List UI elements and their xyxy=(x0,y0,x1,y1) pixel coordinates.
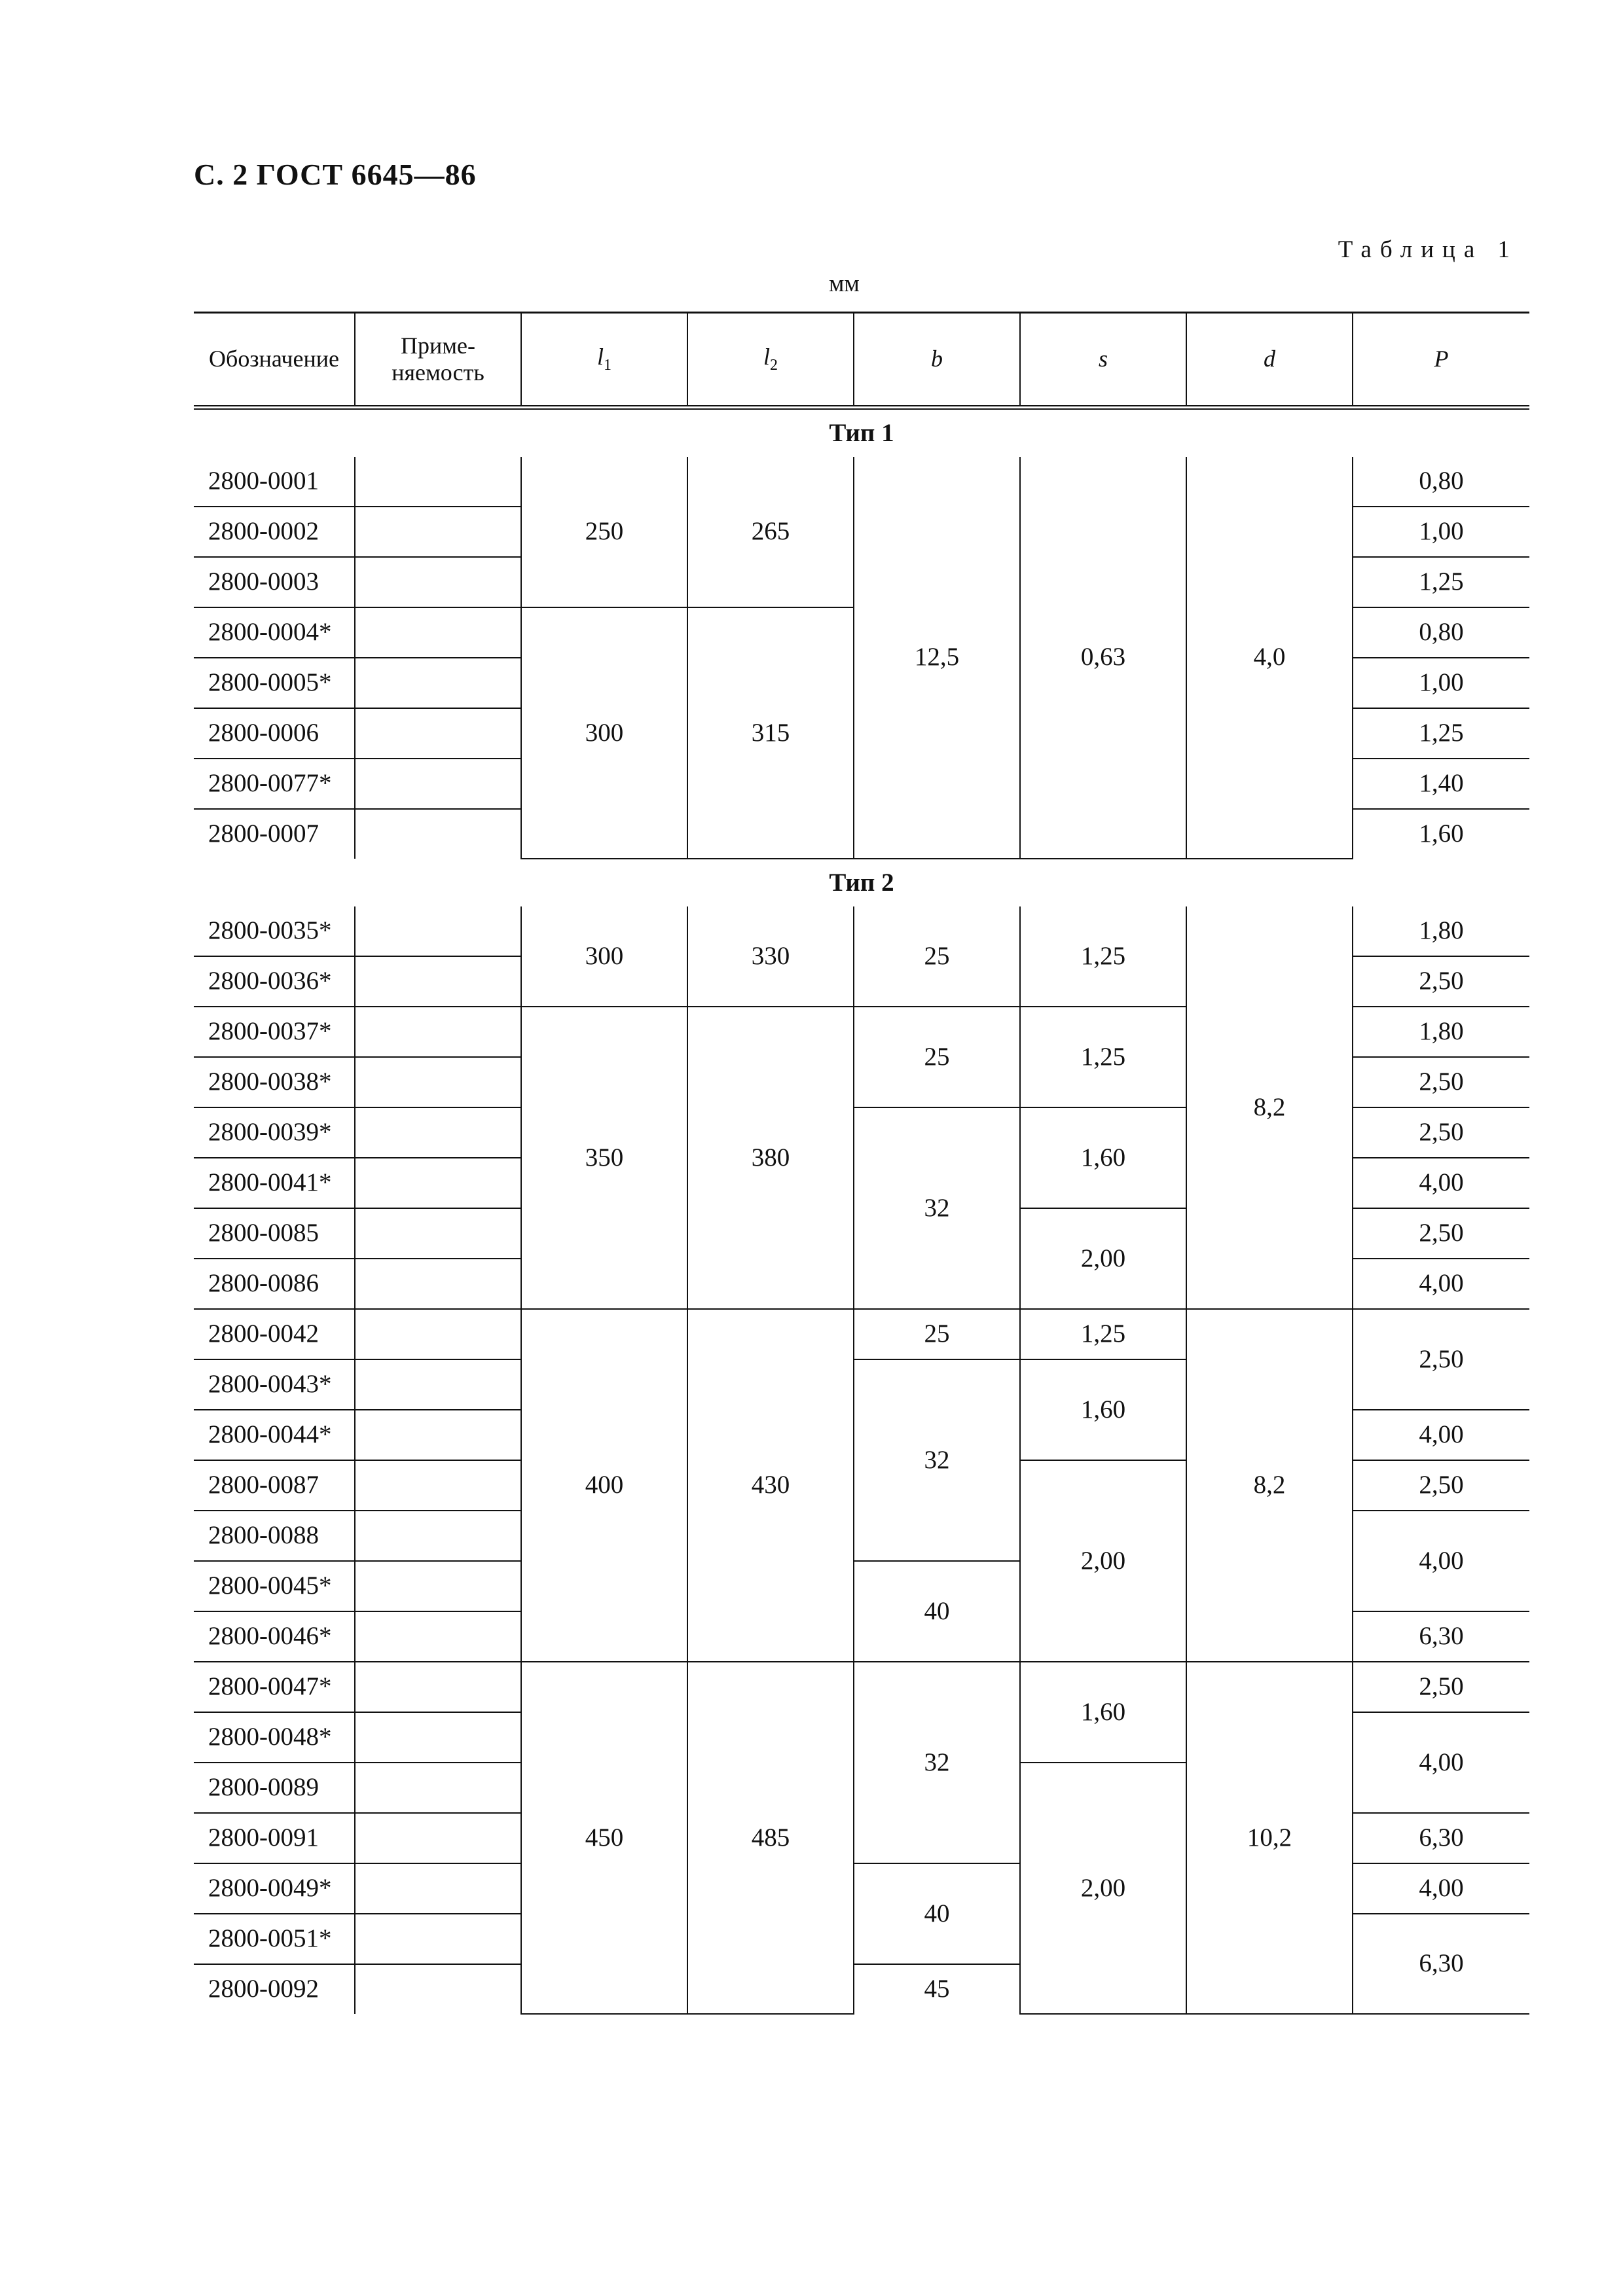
applicability-cell xyxy=(355,1309,521,1359)
p-cell: 6,30 xyxy=(1353,1914,1529,2014)
p-cell: 1,40 xyxy=(1353,759,1529,809)
l1-cell: 350 xyxy=(521,1007,687,1309)
col-l2 xyxy=(687,313,854,408)
section-row xyxy=(194,859,1529,906)
l1-cell: 250 xyxy=(521,457,687,607)
s-cell: 1,60 xyxy=(1020,1359,1186,1460)
l1-cell: 300 xyxy=(521,906,687,1007)
col-applicability-line2: няемость xyxy=(392,359,484,386)
section-title-type2: Тип 2 xyxy=(829,868,894,897)
b-cell: 40 xyxy=(854,1561,1020,1662)
b-cell: 45 xyxy=(854,1964,1020,2014)
applicability-cell xyxy=(355,1158,521,1208)
col-l1-sub: 1 xyxy=(604,357,611,374)
code-cell: 2800-0049* xyxy=(194,1863,355,1914)
l2-cell: 485 xyxy=(687,1662,854,2014)
col-applicability-line1: Приме- xyxy=(400,332,475,359)
col-l1-base: l xyxy=(596,344,604,370)
code-cell: 2800-0002 xyxy=(194,507,355,557)
applicability-cell xyxy=(355,809,521,859)
code-cell: 2800-0035* xyxy=(194,906,355,956)
s-cell: 2,00 xyxy=(1020,1208,1186,1309)
p-cell: 2,50 xyxy=(1353,1460,1529,1511)
col-P: P xyxy=(1353,313,1529,408)
code-cell: 2800-0086 xyxy=(194,1259,355,1309)
code-cell: 2800-0038* xyxy=(194,1057,355,1107)
applicability-cell xyxy=(355,1611,521,1662)
p-cell: 1,60 xyxy=(1353,809,1529,859)
b-cell: 25 xyxy=(854,1309,1020,1359)
code-cell: 2800-0007 xyxy=(194,809,355,859)
section-title-type1: Тип 1 xyxy=(829,418,894,447)
col-l2-sub: 2 xyxy=(770,357,778,374)
code-cell: 2800-0037* xyxy=(194,1007,355,1057)
applicability-cell xyxy=(355,1863,521,1914)
col-l1 xyxy=(521,313,687,408)
table-row xyxy=(194,1309,1529,1359)
l2-cell: 380 xyxy=(687,1007,854,1309)
applicability-cell xyxy=(355,1359,521,1410)
applicability-cell xyxy=(355,759,521,809)
p-cell: 2,50 xyxy=(1353,1309,1529,1410)
p-cell: 1,80 xyxy=(1353,1007,1529,1057)
code-cell: 2800-0077* xyxy=(194,759,355,809)
code-cell: 2800-0085 xyxy=(194,1208,355,1259)
b-cell: 40 xyxy=(854,1863,1020,1964)
l2-cell: 330 xyxy=(687,906,854,1007)
applicability-cell xyxy=(355,658,521,708)
p-cell: 2,50 xyxy=(1353,1107,1529,1158)
b-cell: 12,5 xyxy=(854,457,1020,859)
p-cell: 2,50 xyxy=(1353,1057,1529,1107)
p-cell: 2,50 xyxy=(1353,1662,1529,1712)
applicability-cell xyxy=(355,607,521,658)
applicability-cell xyxy=(355,1763,521,1813)
applicability-cell xyxy=(355,457,521,507)
applicability-cell xyxy=(355,1057,521,1107)
p-cell: 1,25 xyxy=(1353,557,1529,607)
p-cell: 1,00 xyxy=(1353,507,1529,557)
code-cell: 2800-0042 xyxy=(194,1309,355,1359)
col-s: s xyxy=(1020,313,1186,408)
code-cell: 2800-0003 xyxy=(194,557,355,607)
applicability-cell xyxy=(355,1712,521,1763)
d-cell: 8,2 xyxy=(1186,906,1353,1309)
applicability-cell xyxy=(355,906,521,956)
d-cell: 10,2 xyxy=(1186,1662,1353,2014)
page-header: С. 2 ГОСТ 6645—86 xyxy=(194,158,477,191)
p-cell: 4,00 xyxy=(1353,1712,1529,1813)
col-l2-base: l xyxy=(763,344,770,370)
code-cell: 2800-0039* xyxy=(194,1107,355,1158)
s-cell: 1,25 xyxy=(1020,1309,1186,1359)
code-cell: 2800-0047* xyxy=(194,1662,355,1712)
code-cell: 2800-0046* xyxy=(194,1611,355,1662)
code-cell: 2800-0089 xyxy=(194,1763,355,1813)
p-cell: 1,00 xyxy=(1353,658,1529,708)
code-cell: 2800-0043* xyxy=(194,1359,355,1410)
p-cell: 6,30 xyxy=(1353,1611,1529,1662)
p-cell: 1,80 xyxy=(1353,906,1529,956)
code-cell: 2800-0036* xyxy=(194,956,355,1007)
p-cell: 2,50 xyxy=(1353,1208,1529,1259)
table-row xyxy=(194,1662,1529,1712)
l2-cell: 315 xyxy=(687,607,854,859)
s-cell: 1,60 xyxy=(1020,1662,1186,1763)
col-designation: Обозначение xyxy=(194,313,355,408)
applicability-cell xyxy=(355,1208,521,1259)
p-cell: 4,00 xyxy=(1353,1863,1529,1914)
d-cell: 8,2 xyxy=(1186,1309,1353,1662)
table-row xyxy=(194,906,1529,956)
p-cell: 2,50 xyxy=(1353,956,1529,1007)
s-cell: 1,25 xyxy=(1020,1007,1186,1107)
applicability-cell xyxy=(355,1410,521,1460)
code-cell: 2800-0088 xyxy=(194,1511,355,1561)
l2-cell: 265 xyxy=(687,457,854,607)
p-cell: 4,00 xyxy=(1353,1259,1529,1309)
applicability-cell xyxy=(355,1561,521,1611)
code-cell: 2800-0006 xyxy=(194,708,355,759)
code-cell: 2800-0004* xyxy=(194,607,355,658)
l1-cell: 400 xyxy=(521,1309,687,1662)
s-cell: 0,63 xyxy=(1020,457,1186,859)
applicability-cell xyxy=(355,708,521,759)
applicability-cell xyxy=(355,1107,521,1158)
b-cell: 32 xyxy=(854,1662,1020,1863)
applicability-cell xyxy=(355,557,521,607)
col-applicability xyxy=(355,313,521,408)
p-cell: 4,00 xyxy=(1353,1158,1529,1208)
code-cell: 2800-0087 xyxy=(194,1460,355,1511)
b-cell: 32 xyxy=(854,1359,1020,1561)
applicability-cell xyxy=(355,1460,521,1511)
p-cell: 6,30 xyxy=(1353,1813,1529,1863)
d-cell: 4,0 xyxy=(1186,457,1353,859)
table-row xyxy=(194,457,1529,507)
code-cell: 2800-0005* xyxy=(194,658,355,708)
s-cell: 2,00 xyxy=(1020,1460,1186,1662)
p-cell: 0,80 xyxy=(1353,607,1529,658)
applicability-cell xyxy=(355,1813,521,1863)
applicability-cell xyxy=(355,1007,521,1057)
header-row xyxy=(194,313,1529,408)
b-cell: 25 xyxy=(854,1007,1020,1107)
code-cell: 2800-0001 xyxy=(194,457,355,507)
units-label: мм xyxy=(829,270,860,297)
l1-cell: 300 xyxy=(521,607,687,859)
section-row xyxy=(194,408,1529,457)
p-cell: 0,80 xyxy=(1353,457,1529,507)
s-cell: 2,00 xyxy=(1020,1763,1186,2014)
parameters-table xyxy=(194,312,1529,2015)
p-cell: 4,00 xyxy=(1353,1410,1529,1460)
s-cell: 1,25 xyxy=(1020,906,1186,1007)
applicability-cell xyxy=(355,1964,521,2014)
code-cell: 2800-0048* xyxy=(194,1712,355,1763)
code-cell: 2800-0041* xyxy=(194,1158,355,1208)
table-caption: Таблица 1 xyxy=(1338,236,1518,263)
applicability-cell xyxy=(355,1662,521,1712)
l2-cell: 430 xyxy=(687,1309,854,1662)
applicability-cell xyxy=(355,507,521,557)
code-cell: 2800-0092 xyxy=(194,1964,355,2014)
applicability-cell xyxy=(355,1914,521,1964)
code-cell: 2800-0044* xyxy=(194,1410,355,1460)
applicability-cell xyxy=(355,956,521,1007)
p-cell: 1,25 xyxy=(1353,708,1529,759)
b-cell: 25 xyxy=(854,906,1020,1007)
s-cell: 1,60 xyxy=(1020,1107,1186,1208)
applicability-cell xyxy=(355,1511,521,1561)
col-b: b xyxy=(854,313,1020,408)
code-cell: 2800-0091 xyxy=(194,1813,355,1863)
applicability-cell xyxy=(355,1259,521,1309)
code-cell: 2800-0051* xyxy=(194,1914,355,1964)
code-cell: 2800-0045* xyxy=(194,1561,355,1611)
col-d: d xyxy=(1186,313,1353,408)
b-cell: 32 xyxy=(854,1107,1020,1309)
l1-cell: 450 xyxy=(521,1662,687,2014)
p-cell: 4,00 xyxy=(1353,1511,1529,1611)
